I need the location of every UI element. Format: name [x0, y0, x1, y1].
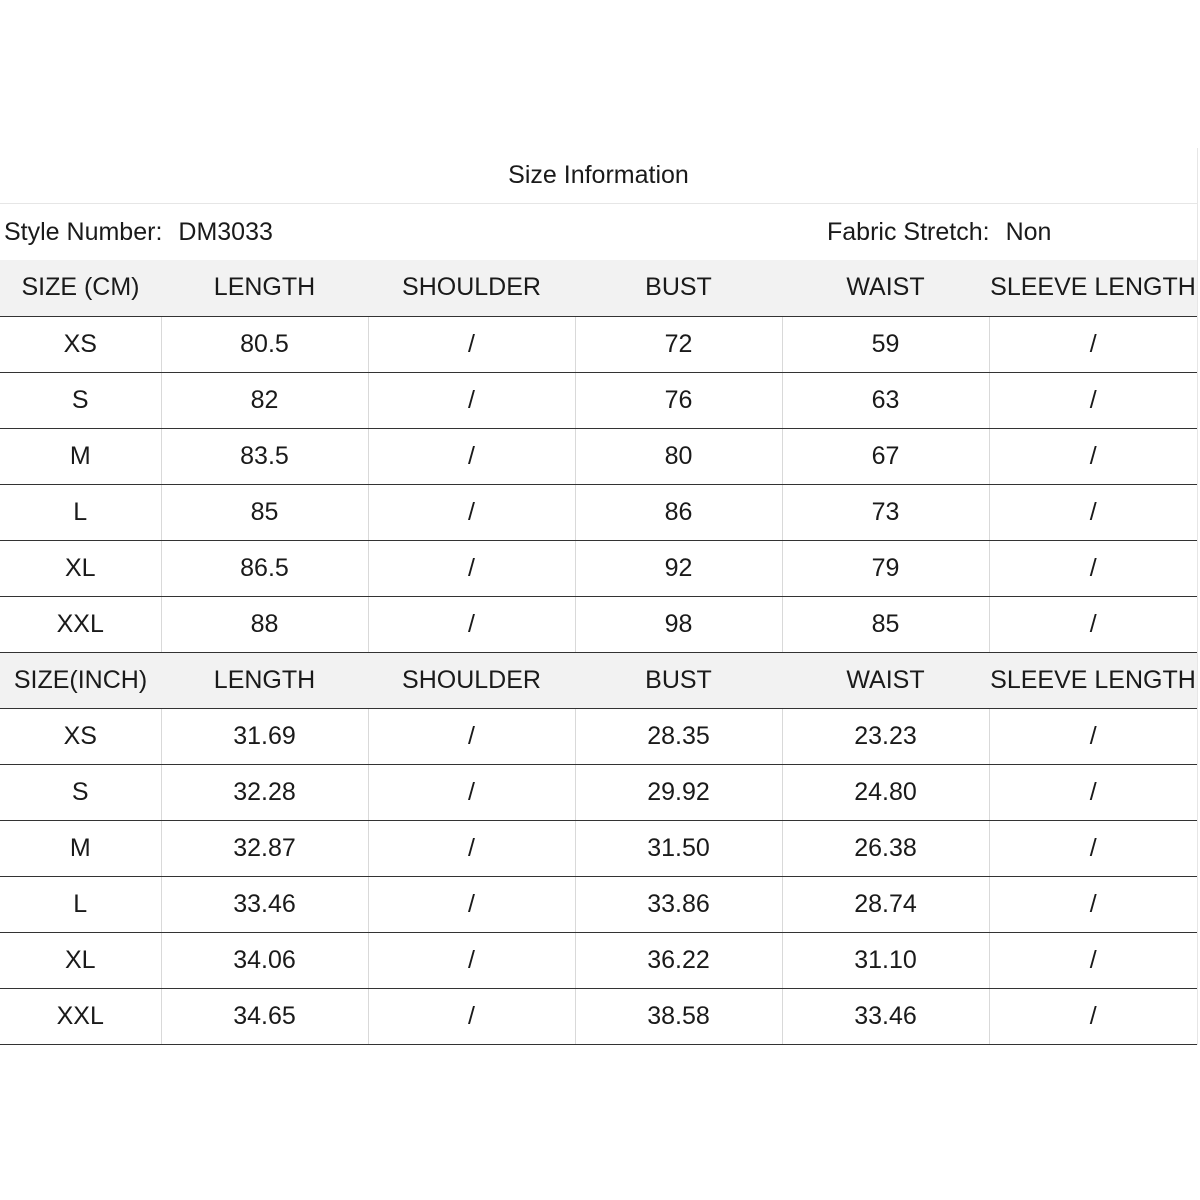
size-label-cell: S	[0, 372, 161, 428]
measurement-cell: /	[368, 316, 575, 372]
measurement-cell: /	[989, 484, 1197, 540]
measurement-cell: 34.65	[161, 988, 368, 1044]
column-header: SIZE(INCH)	[0, 652, 161, 708]
measurement-cell: 98	[575, 596, 782, 652]
measurement-cell: 31.50	[575, 820, 782, 876]
measurement-cell: /	[368, 372, 575, 428]
measurement-cell: 34.06	[161, 932, 368, 988]
measurement-cell: 86	[575, 484, 782, 540]
page-title: Size Information	[0, 148, 1197, 204]
measurement-cell: 33.46	[161, 876, 368, 932]
meta-row	[0, 204, 1197, 260]
measurement-cell: /	[989, 764, 1197, 820]
measurement-cell: /	[989, 876, 1197, 932]
size-label-cell: XS	[0, 316, 161, 372]
size-label-cell: L	[0, 484, 161, 540]
column-header: SLEEVE LENGTH	[989, 652, 1197, 708]
measurement-cell: 28.74	[782, 876, 989, 932]
measurement-cell: 92	[575, 540, 782, 596]
measurement-cell: 79	[782, 540, 989, 596]
table-row	[0, 428, 1197, 484]
table-row	[0, 540, 1197, 596]
measurement-cell: /	[989, 316, 1197, 372]
measurement-cell: 85	[782, 596, 989, 652]
measurement-cell: /	[368, 540, 575, 596]
size-label-cell: XL	[0, 540, 161, 596]
column-header: SIZE (CM)	[0, 260, 161, 316]
size-label-cell: S	[0, 764, 161, 820]
table-row	[0, 932, 1197, 988]
fabric-stretch-value: Non	[1005, 217, 1052, 246]
measurement-cell: 73	[782, 484, 989, 540]
measurement-cell: /	[989, 820, 1197, 876]
measurement-cell: /	[989, 988, 1197, 1044]
measurement-cell: 26.38	[782, 820, 989, 876]
column-header: LENGTH	[161, 260, 368, 316]
measurement-cell: 80	[575, 428, 782, 484]
table-row	[0, 988, 1197, 1044]
size-table-body	[0, 260, 1197, 1044]
table-row	[0, 708, 1197, 764]
measurement-cell: 83.5	[161, 428, 368, 484]
column-header: BUST	[575, 652, 782, 708]
measurement-cell: /	[368, 932, 575, 988]
measurement-cell: /	[368, 820, 575, 876]
style-number-label: Style Number:	[4, 217, 163, 246]
measurement-cell: 63	[782, 372, 989, 428]
table-row	[0, 876, 1197, 932]
measurement-cell: 31.10	[782, 932, 989, 988]
table-row	[0, 596, 1197, 652]
size-table	[0, 260, 1197, 1045]
measurement-cell: 36.22	[575, 932, 782, 988]
measurement-cell: 33.86	[575, 876, 782, 932]
measurement-cell: 24.80	[782, 764, 989, 820]
size-label-cell: XL	[0, 932, 161, 988]
measurement-cell: 72	[575, 316, 782, 372]
style-number-value: DM3033	[178, 217, 273, 246]
measurement-cell: /	[989, 596, 1197, 652]
measurement-cell: /	[989, 428, 1197, 484]
inch-header-row	[0, 652, 1197, 708]
measurement-cell: /	[368, 596, 575, 652]
measurement-cell: 38.58	[575, 988, 782, 1044]
column-header: SLEEVE LENGTH	[989, 260, 1197, 316]
size-label-cell: M	[0, 820, 161, 876]
size-label-cell: XXL	[0, 988, 161, 1044]
measurement-cell: /	[989, 932, 1197, 988]
measurement-cell: /	[368, 428, 575, 484]
measurement-cell: 28.35	[575, 708, 782, 764]
measurement-cell: /	[368, 708, 575, 764]
table-row	[0, 820, 1197, 876]
measurement-cell: 29.92	[575, 764, 782, 820]
column-header: LENGTH	[161, 652, 368, 708]
table-row	[0, 316, 1197, 372]
measurement-cell: 80.5	[161, 316, 368, 372]
measurement-cell: /	[368, 988, 575, 1044]
measurement-cell: /	[368, 484, 575, 540]
size-label-cell: XXL	[0, 596, 161, 652]
style-number	[4, 204, 273, 260]
measurement-cell: 32.28	[161, 764, 368, 820]
table-row	[0, 764, 1197, 820]
measurement-cell: 85	[161, 484, 368, 540]
fabric-stretch	[827, 204, 1051, 260]
measurement-cell: 31.69	[161, 708, 368, 764]
fabric-stretch-label: Fabric Stretch:	[827, 217, 990, 246]
cm-header-row	[0, 260, 1197, 316]
size-chart	[0, 148, 1198, 1045]
column-header: SHOULDER	[368, 652, 575, 708]
measurement-cell: 67	[782, 428, 989, 484]
measurement-cell: /	[989, 540, 1197, 596]
measurement-cell: 88	[161, 596, 368, 652]
column-header: WAIST	[782, 652, 989, 708]
size-label-cell: L	[0, 876, 161, 932]
column-header: BUST	[575, 260, 782, 316]
measurement-cell: 86.5	[161, 540, 368, 596]
table-row	[0, 372, 1197, 428]
column-header: WAIST	[782, 260, 989, 316]
table-row	[0, 484, 1197, 540]
measurement-cell: /	[989, 372, 1197, 428]
measurement-cell: 23.23	[782, 708, 989, 764]
measurement-cell: 33.46	[782, 988, 989, 1044]
measurement-cell: /	[368, 764, 575, 820]
measurement-cell: /	[368, 876, 575, 932]
measurement-cell: 59	[782, 316, 989, 372]
column-header: SHOULDER	[368, 260, 575, 316]
measurement-cell: 76	[575, 372, 782, 428]
size-label-cell: XS	[0, 708, 161, 764]
measurement-cell: 32.87	[161, 820, 368, 876]
measurement-cell: /	[989, 708, 1197, 764]
measurement-cell: 82	[161, 372, 368, 428]
size-label-cell: M	[0, 428, 161, 484]
